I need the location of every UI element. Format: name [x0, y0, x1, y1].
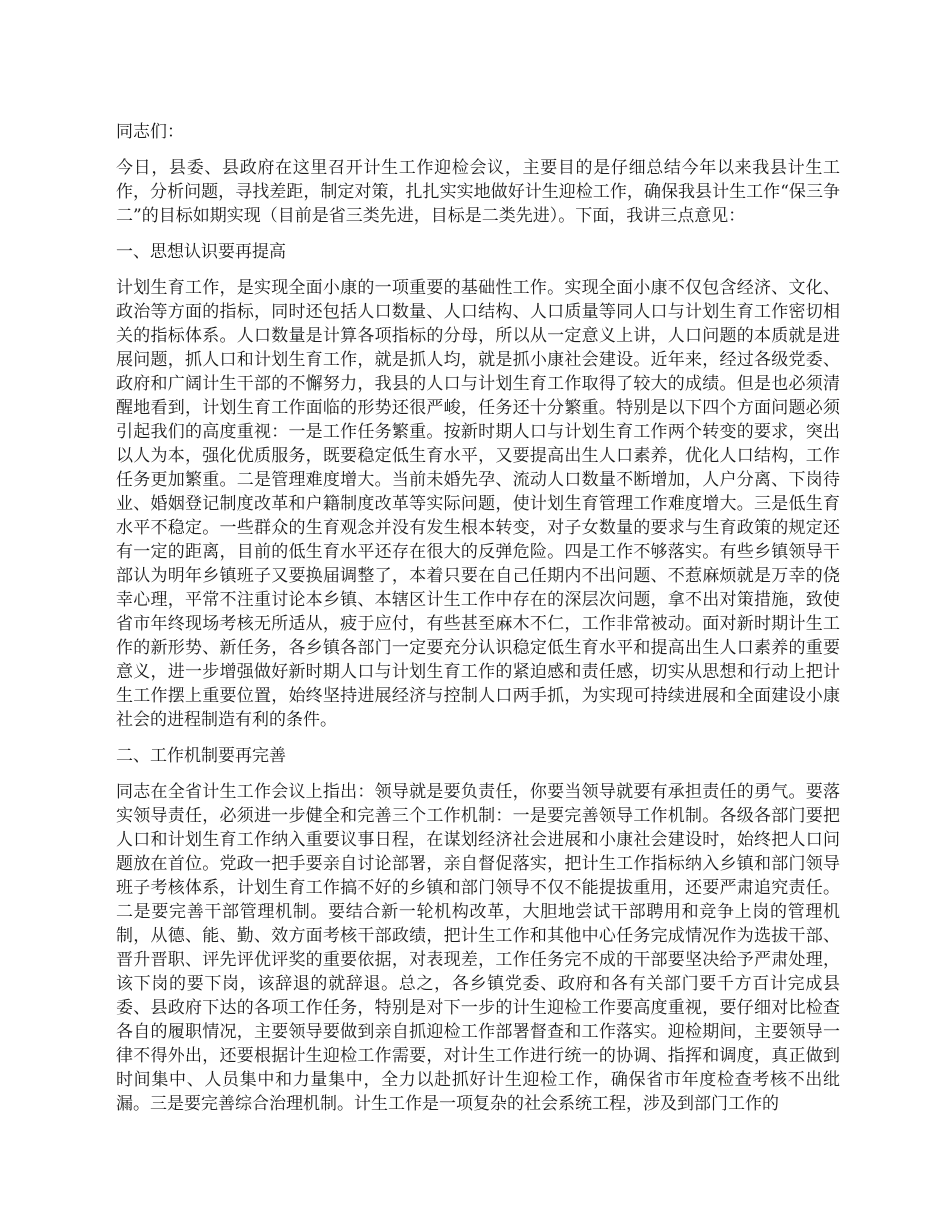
section-heading-1: 一、思想认识要再提高: [116, 242, 286, 262]
intro-paragraph: 今日，县委、县政府在这里召开计生工作迎检会议，主要目的是仔细总结今年以来我县计生工作，分析问题，寻找差距，制定对策，扎扎实实地做好计生迎检工作，确保我县计生工作“保三争二”的目标如期实现（目前是省三类先进，目标是二类先进）。下面，我讲三点意见：: [116, 158, 840, 226]
section-heading-2: 二、工作机制要再完善: [116, 746, 286, 766]
greeting: 同志们：: [116, 122, 184, 142]
section-paragraph-1: 计划生育工作，是实现全面小康的一项重要的基础性工作。实现全面小康不仅包含经济、文化、政治等方面的指标，同时还包括人口数量、人口结构、人口质量等同人口与计划生育工作密切相关的指标体系。人口数量是计算各项指标的分母，所以从一定意义上讲，人口问题的本质就是进展问题，抓人口和计划生育工作，就是抓人均，就是抓小康社会建设。近年来，经过各级党委、政府和广阔计生干部的不懈努力，我县的人口与计划生育工作取得了较大的成绩。但是也必须清醒地看到，计划生育工作面临的形势还很严峻，任务还十分繁重。特别是以下四个方面问题必须引起我们的高度重视：一是工作任务繁重。按新时期人口与计划生育工作两个转变的要求，突出以人为本，强化优质服务，既要稳定低生育水平，又要提高出生人口素养，优化人口结构，工作任务更加繁重。二是管理难度增大。当前未婚先孕、流动人口数量不断增加，人户分离、下岗待业、婚姻登记制度改革和户籍制度改革等实际问题，使计划生育管理工作难度增大。三是低生育水平不稳定。一些群众的生育观念并没有发生根本转变，对子女数量的要求与生育政策的规定还有一定的距离，目前的低生育水平还存在很大的反弹危险。四是工作不够落实。有些乡镇领导干部认为明年乡镇班子又要换届调整了，本着只要在自己任期内不出问题、不惹麻烦就是万幸的侥幸心理，平常不注重讨论本乡镇、本辖区计生工作中存在的深层次问题，拿不出对策措施，致使省市年终现场考核无所适从，疲于应付，有些甚至麻木不仁，工作非常被动。面对新时期计生工作的新形势、新任务，各乡镇各部门一定要充分认识稳定低生育水平和提高出生人口素养的重要意义，进一步增强做好新时期人口与计划生育工作的紧迫感和责任感，切实从思想和行动上把计生工作摆上重要位置，始终坚持进展经济与控制人口两手抓，为实现可持续进展和全面建设小康社会的进程制造有利的条件。: [116, 278, 840, 730]
section-paragraph-2: 同志在全省计生工作会议上指出：领导就是要负责任，你要当领导就要有承担责任的勇气。要落实领导责任，必须进一步健全和完善三个工作机制：一是要完善领导工作机制。各级各部门要把人口和计划生育工作纳入重要议事日程，在谋划经济社会进展和小康社会建设时，始终把人口问题放在首位。党政一把手要亲自讨论部署，亲自督促落实，把计生工作指标纳入乡镇和部门领导班子考核体系，计划生育工作搞不好的乡镇和部门领导不仅不能提拔重用，还要严肃追究责任。二是要完善干部管理机制。要结合新一轮机构改革，大胆地尝试干部聘用和竞争上岗的管理机制，从德、能、勤、效方面考核干部政绩，把计生工作和其他中心任务完成情况作为选拔干部、晋升晋职、评先评优评奖的重要依据，对表现差，工作任务完不成的干部要坚决给予严肃处理，该下岗的要下岗，该辞退的就辞退。总之，各乡镇党委、政府和各有关部门要千方百计完成县委、县政府下达的各项工作任务，特别是对下一步的计生迎检工作要高度重视，要仔细对比检查各自的履职情况，主要领导要做到亲自抓迎检工作部署督查和工作落实。迎检期间，主要领导一律不得外出，还要根据计生迎检工作需要，对计生工作进行统一的协调、指挥和调度，真正做到时间集中、人员集中和力量集中，全力以赴抓好计生迎检工作，确保省市年度检查考核不出纰漏。三是要完善综合治理机制。计生工作是一项复杂的社会系统工程，涉及到部门工作的: [116, 782, 840, 1114]
document-body: [116, 120, 840, 1128]
